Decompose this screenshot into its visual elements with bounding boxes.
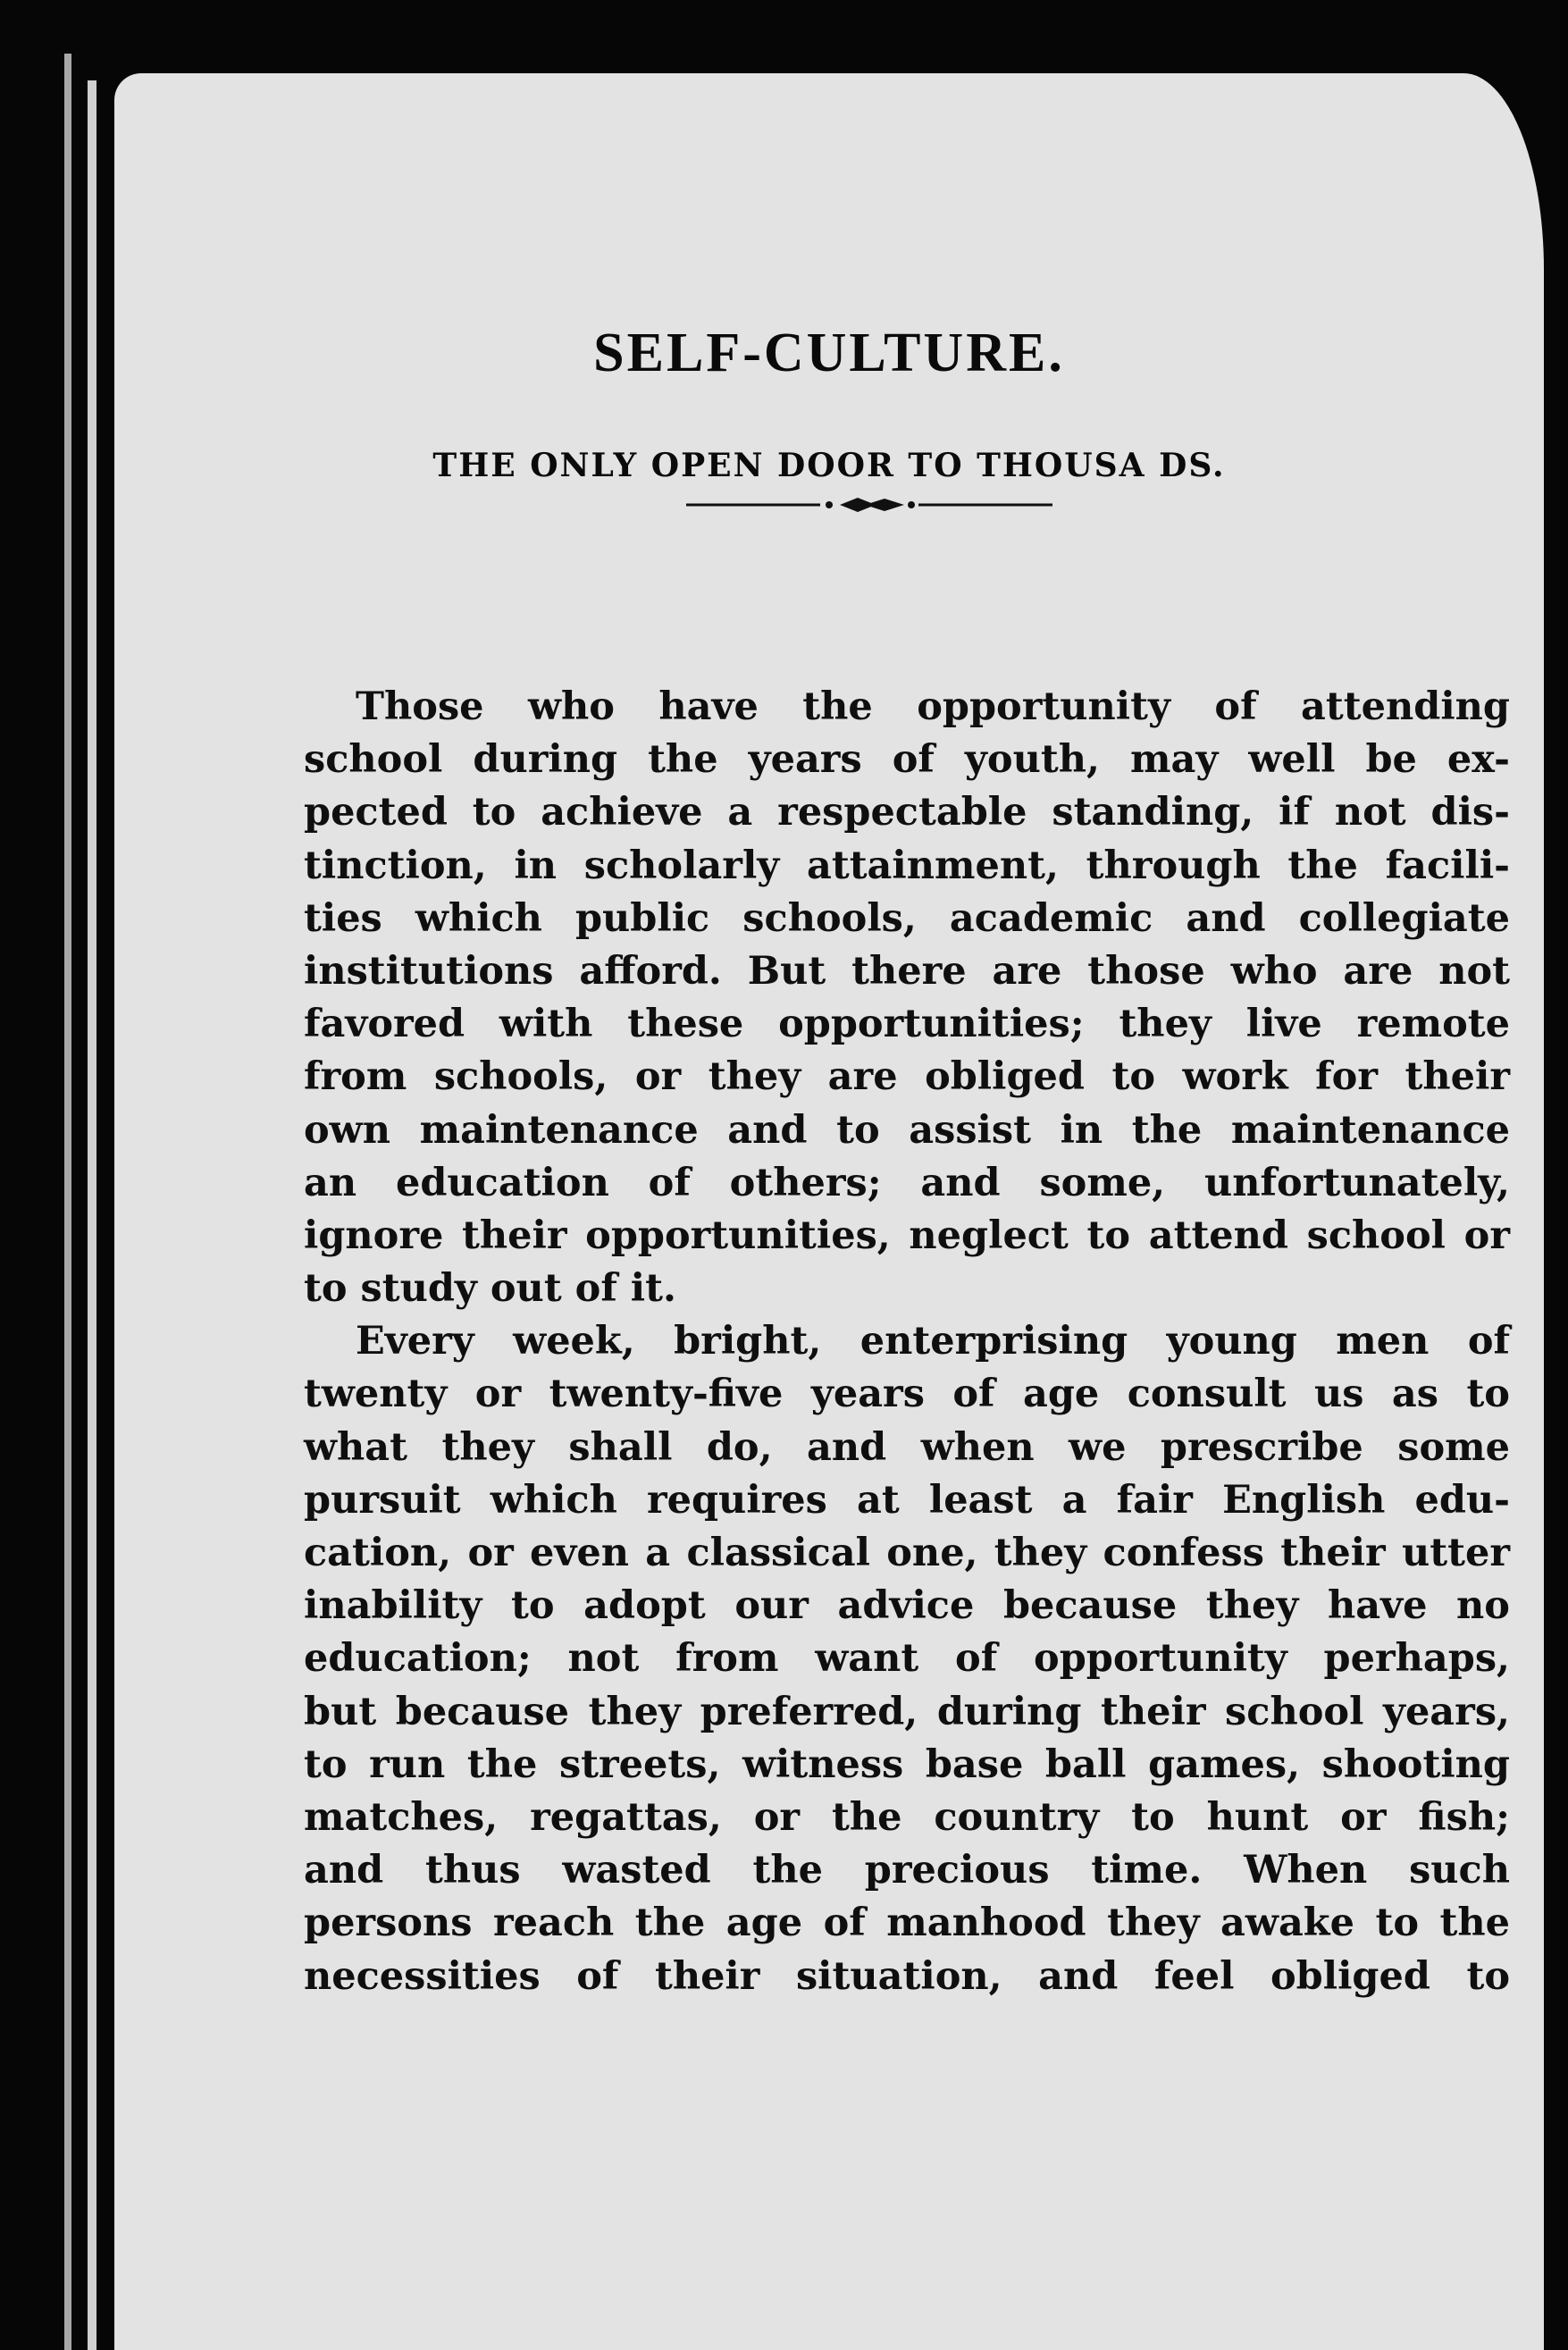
text-line: tinction, in scholarly attainment, through the facili-: [304, 843, 1510, 888]
text-line: necessities of their situation, and feel obliged to: [304, 1953, 1510, 1999]
text-line: to study out of it.: [304, 1266, 676, 1312]
text-line: twenty or twenty-five years of age consult us as to: [304, 1372, 1510, 1417]
book-page: [114, 73, 1544, 2350]
text-line: ignore their opportunities, neglect to attend school or: [304, 1213, 1510, 1258]
text-line: favored with these opportunities; they live remote: [304, 1002, 1510, 1047]
text-line: school during the years of youth, may well be ex-: [304, 737, 1510, 783]
text-line: and thus wasted the precious time. When such: [304, 1848, 1510, 1893]
text-line: pursuit which requires at least a fair English edu-: [304, 1477, 1510, 1523]
text-line: own maintenance and to assist in the maintenance: [304, 1107, 1510, 1153]
text-line: ties which public schools, academic and collegiate: [304, 895, 1510, 941]
text-line: education; not from want of opportunity perhaps,: [304, 1636, 1510, 1682]
page-subtitle: THE ONLY OPEN DOOR TO THOUSA DS.: [432, 447, 1226, 484]
page-edge-highlight: [88, 80, 96, 2350]
text-line: cation, or even a classical one, they confess their utter: [304, 1531, 1510, 1575]
book-spine-edge: [64, 54, 71, 2350]
text-line: persons reach the age of manhood they awake to the: [304, 1901, 1510, 1946]
text-line: pected to achieve a respectable standing, if not dis-: [304, 790, 1510, 835]
page-title: SELF-CULTURE.: [593, 323, 1065, 383]
text-line: what they shall do, and when we prescribe some: [304, 1424, 1510, 1470]
text-line: Every week, bright, enterprising young men of: [356, 1319, 1510, 1364]
body-text: [304, 681, 1510, 2003]
text-line: institutions afford. But there are those who are not: [304, 948, 1510, 994]
text-line: to run the streets, witness base ball games, shooting: [304, 1742, 1510, 1787]
text-line: inability to adopt our advice because they have no: [304, 1583, 1510, 1629]
text-line: an education of others; and some, unfortunately,: [304, 1160, 1510, 1205]
text-line: but because they preferred, during their school years,: [304, 1689, 1510, 1734]
text-line: matches, regattas, or the country to hunt or fish;: [304, 1794, 1510, 1840]
divider-ornament: [686, 491, 1052, 518]
text-line: Those who have the opportunity of attending: [356, 684, 1510, 729]
text-line: from schools, or they are obliged to work for their: [304, 1054, 1510, 1100]
